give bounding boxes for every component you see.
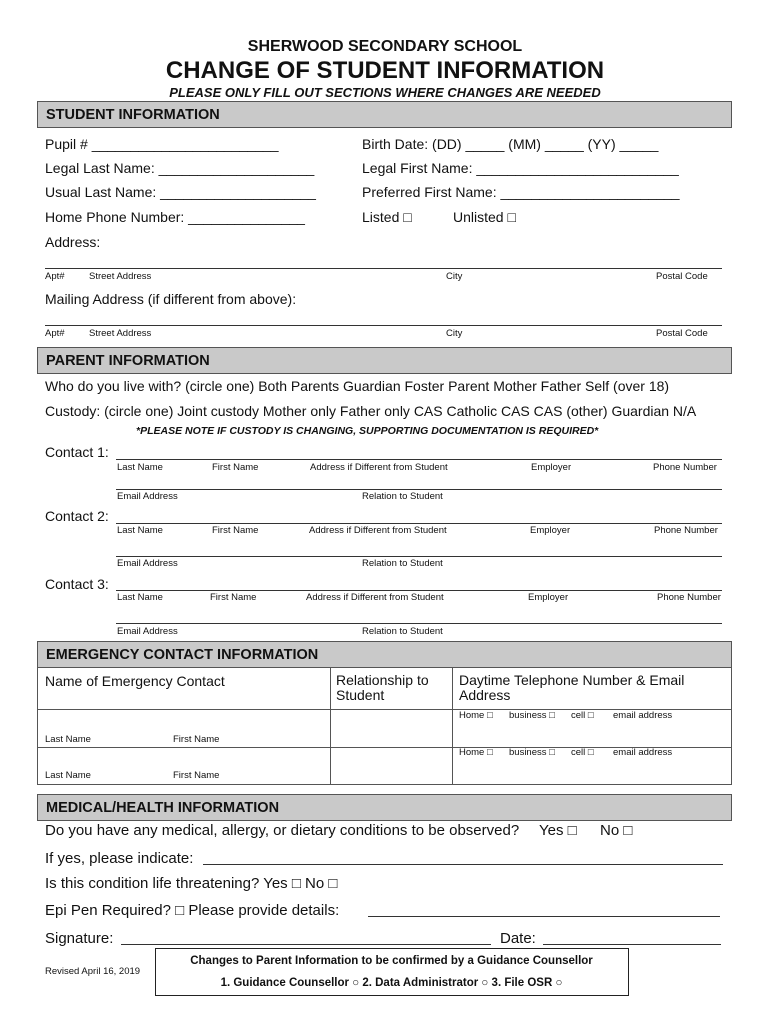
medical-yes-checkbox[interactable]: Yes □ <box>539 822 577 839</box>
student-section-heading: STUDENT INFORMATION <box>37 101 732 128</box>
unlisted-checkbox[interactable]: Unlisted □ <box>453 209 516 225</box>
contact-relation-label: Relation to Student <box>362 626 443 637</box>
revised-date: Revised April 16, 2019 <box>45 966 141 977</box>
form-subtitle: PLEASE ONLY FILL OUT SECTIONS WHERE CHANGES ARE NEEDED <box>169 85 601 100</box>
emergency-name-header: Name of Emergency Contact <box>45 673 225 689</box>
contact-email-label: Email Address <box>117 558 178 569</box>
contact-last-name-label: Last Name <box>117 525 163 536</box>
guidance-box <box>155 948 629 996</box>
contact-relation-label: Relation to Student <box>362 558 443 569</box>
contact-last-name-label: Last Name <box>117 592 163 603</box>
contact-2-line-1[interactable] <box>116 523 722 524</box>
home-phone-field[interactable]: Home Phone Number: _______________ <box>45 209 305 225</box>
contact-relation-label: Relation to Student <box>362 491 443 502</box>
usual-last-name-field[interactable]: Usual Last Name: ____________________ <box>45 184 316 200</box>
address-label: Address: <box>45 234 101 250</box>
contact-1-line-1[interactable] <box>116 459 722 460</box>
signature-line[interactable] <box>121 944 491 945</box>
parent-section-heading: PARENT INFORMATION <box>37 347 732 374</box>
contact-1-label: Contact 1: <box>45 444 109 460</box>
listed-checkbox[interactable]: Listed □ <box>362 209 412 225</box>
contact-address-label: Address if Different from Student <box>306 592 444 603</box>
contact-3-line-1[interactable] <box>116 590 722 591</box>
contact-phone-label: Phone Number <box>657 592 721 603</box>
emergency-2-home-checkbox[interactable]: Home □ <box>459 747 493 758</box>
guidance-box-title: Changes to Parent Information to be confirmed by a Guidance Counsellor <box>190 955 593 967</box>
mailing-postal-label: Postal Code <box>656 328 708 339</box>
emergency-1-last-name-label: Last Name <box>45 734 91 745</box>
emergency-2-last-name-label: Last Name <box>45 770 91 781</box>
contact-employer-label: Employer <box>530 525 571 536</box>
signature-label: Signature: <box>45 930 114 947</box>
emergency-2-business-checkbox[interactable]: business □ <box>509 747 555 758</box>
emergency-phone-header: Daytime Telephone Number & Email Address <box>459 672 685 703</box>
contact-phone-label: Phone Number <box>653 462 717 473</box>
emergency-1-first-name-label: First Name <box>173 734 220 745</box>
contact-first-name-label: First Name <box>212 462 259 473</box>
emergency-col-divider-2 <box>452 667 453 785</box>
emergency-relationship-header: Relationship to Student <box>336 672 429 703</box>
address-postal-label: Postal Code <box>656 271 708 282</box>
contact-1-line-2[interactable] <box>116 489 722 490</box>
birth-date-field[interactable]: Birth Date: (DD) _____ (MM) _____ (YY) _____ <box>362 136 659 152</box>
if-yes-line[interactable] <box>203 864 723 865</box>
contact-phone-label: Phone Number <box>654 525 718 536</box>
contact-address-label: Address if Different from Student <box>310 462 448 473</box>
address-city-label: City <box>446 271 463 282</box>
emergency-col-divider-1 <box>330 667 331 785</box>
emergency-1-business-checkbox[interactable]: business □ <box>509 710 555 721</box>
life-threatening-question[interactable]: Is this condition life threatening? Yes □ No □ <box>45 875 338 892</box>
mailing-address-line[interactable] <box>45 325 722 326</box>
legal-first-name-field[interactable]: Legal First Name: __________________________ <box>362 160 679 176</box>
epi-pen-question[interactable]: Epi Pen Required? □ Please provide details: <box>45 902 340 919</box>
contact-2-label: Contact 2: <box>45 508 109 524</box>
mailing-city-label: City <box>446 328 463 339</box>
preferred-first-name-field[interactable]: Preferred First Name: _______________________ <box>362 184 680 200</box>
contact-employer-label: Employer <box>531 462 572 473</box>
medical-no-checkbox[interactable]: No □ <box>600 822 633 839</box>
emergency-2-email-label: email address <box>613 747 673 758</box>
address-line[interactable] <box>45 268 722 269</box>
if-yes-label: If yes, please indicate: <box>45 850 194 867</box>
pupil-number-field[interactable]: Pupil # ________________________ <box>45 136 279 152</box>
mailing-apt-label: Apt# <box>45 328 65 339</box>
contact-employer-label: Employer <box>528 592 569 603</box>
date-label: Date: <box>500 930 536 947</box>
mailing-street-label: Street Address <box>89 328 152 339</box>
contact-email-label: Email Address <box>117 626 178 637</box>
contact-first-name-label: First Name <box>210 592 257 603</box>
contact-email-label: Email Address <box>117 491 178 502</box>
custody-question[interactable]: Custody: (circle one) Joint custody Mother only Father only CAS Catholic CAS CAS (other) Guardian N/A <box>45 403 697 419</box>
emergency-1-email-label: email address <box>613 710 673 721</box>
emergency-2-cell-checkbox[interactable]: cell □ <box>571 747 594 758</box>
medical-conditions-question: Do you have any medical, allergy, or dietary conditions to be observed? <box>45 822 520 839</box>
live-with-question[interactable]: Who do you live with? (circle one) Both Parents Guardian Foster Parent Mother Father Self (over 18) <box>45 378 670 394</box>
emergency-2-first-name-label: First Name <box>173 770 220 781</box>
emergency-section-heading: EMERGENCY CONTACT INFORMATION <box>37 641 732 668</box>
address-apt-label: Apt# <box>45 271 65 282</box>
mailing-address-label: Mailing Address (if different from above): <box>45 291 297 307</box>
contact-address-label: Address if Different from Student <box>309 525 447 536</box>
school-name: SHERWOOD SECONDARY SCHOOL <box>247 38 523 55</box>
address-street-label: Street Address <box>89 271 152 282</box>
contact-3-line-2[interactable] <box>116 623 722 624</box>
custody-note: *PLEASE NOTE IF CUSTODY IS CHANGING, SUPPORTING DOCUMENTATION IS REQUIRED* <box>136 425 599 437</box>
contact-2-line-2[interactable] <box>116 556 722 557</box>
medical-section-heading: MEDICAL/HEALTH INFORMATION <box>37 794 732 821</box>
date-line[interactable] <box>543 944 721 945</box>
emergency-1-cell-checkbox[interactable]: cell □ <box>571 710 594 721</box>
contact-last-name-label: Last Name <box>117 462 163 473</box>
contact-first-name-label: First Name <box>212 525 259 536</box>
legal-last-name-field[interactable]: Legal Last Name: ____________________ <box>45 160 315 176</box>
emergency-1-home-checkbox[interactable]: Home □ <box>459 710 493 721</box>
epi-pen-details-line[interactable] <box>368 916 720 917</box>
guidance-steps[interactable]: 1. Guidance Counsellor ○ 2. Data Administrator ○ 3. File OSR ○ <box>220 977 563 989</box>
contact-3-label: Contact 3: <box>45 576 109 592</box>
form-title: CHANGE OF STUDENT INFORMATION <box>165 57 605 84</box>
